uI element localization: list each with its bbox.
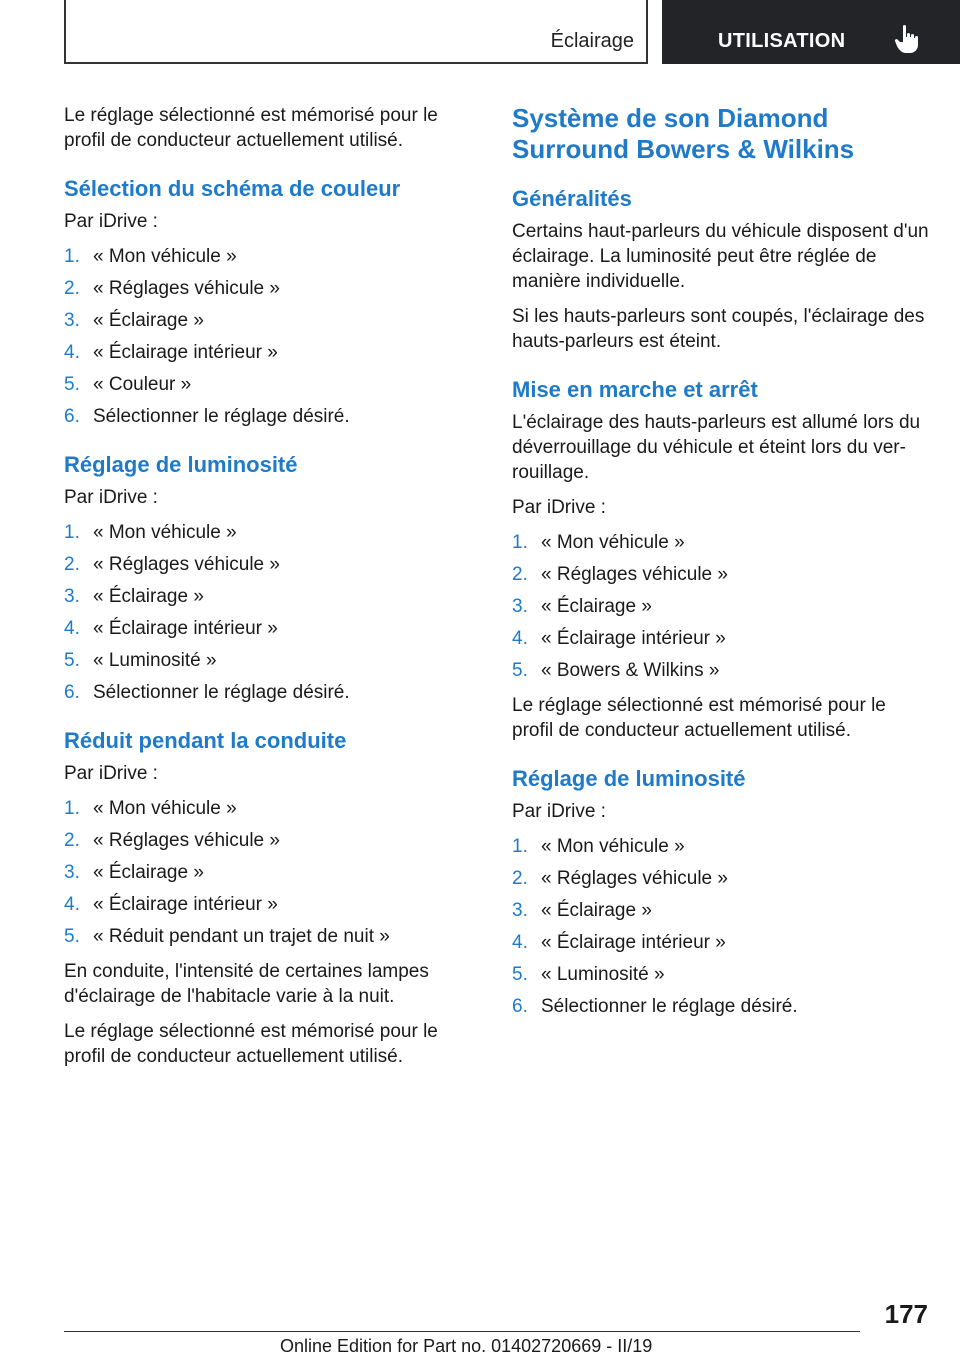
step-number: 1. [64,246,80,267]
list-item [512,994,932,1019]
idrive-lead: Par iDrive : [512,801,606,822]
step-number: 2. [512,868,528,889]
step-number: 6. [64,406,80,427]
step-number: 2. [64,278,80,299]
step-text: « Mon véhicule » [541,532,685,553]
step-text: « Éclairage intérieur » [93,342,278,363]
step-text: « Éclairage » [93,862,204,883]
step-number: 1. [64,798,80,819]
left-column [64,103,444,1079]
list-item [512,562,932,587]
step-text: « Éclairage » [93,586,204,607]
step-text: « Mon véhicule » [93,246,237,267]
step-number: 4. [64,342,80,363]
step-text: Sélectionner le réglage désiré. [93,406,350,427]
list-item [512,930,932,955]
step-number: 5. [64,374,80,395]
step-text: « Bowers & Wilkins » [541,660,720,681]
step-number: 2. [64,554,80,575]
right-column [512,103,932,1029]
page-number: 177 [884,1299,928,1329]
list-item [64,860,444,885]
list-item [512,866,932,891]
body-paragraph: L'éclairage des hauts-parleurs est allumé lors du déverrouillage du véhicule et éteint lors du ver‐rouillage. [512,412,921,483]
list-item [64,616,444,641]
section-heading: Réduit pendant la conduite [64,728,347,753]
step-text: « Couleur » [93,374,192,395]
step-number: 6. [64,682,80,703]
intro-paragraph: Le réglage sélectionné est mémorisé pour le profil de conducteur actuellement utilisé. [64,105,438,151]
list-item [64,520,444,545]
list-item [512,898,932,923]
idrive-lead: Par iDrive : [64,487,158,508]
step-text: « Éclairage intérieur » [541,932,726,953]
idrive-lead: Par iDrive : [512,497,606,518]
list-item [64,648,444,673]
step-text: « Éclairage » [93,310,204,331]
chapter-title: Éclairage [550,30,634,52]
section-heading: Mise en marche et arrêt [512,377,758,402]
step-number: 2. [512,564,528,585]
step-number: 4. [64,894,80,915]
step-number: 3. [64,862,80,883]
list-item [512,530,932,555]
body-paragraph: Le réglage sélectionné est mémorisé pour le profil de conducteur actuellement utilisé. [512,695,886,741]
header-section-box [662,0,960,64]
step-text: « Réglages véhicule » [541,564,728,585]
list-item [512,962,932,987]
step-number: 1. [512,532,528,553]
step-text: Sélectionner le réglage désiré. [541,996,798,1017]
body-paragraph: Certains haut-parleurs du véhicule disposent d'un éclairage. La luminosité peut être réglée de manière individuelle. [512,221,929,292]
list-item [512,626,932,651]
step-text: « Éclairage intérieur » [541,628,726,649]
step-text: « Éclairage » [541,900,652,921]
list-item [512,594,932,619]
step-number: 3. [512,900,528,921]
step-text: Sélectionner le réglage désiré. [93,682,350,703]
list-item [64,372,444,397]
list-item [64,340,444,365]
step-number: 1. [512,836,528,857]
chapter-heading: Système de son Diamond Surround Bowers & Wilkins [512,103,855,164]
idrive-lead: Par iDrive : [64,211,158,232]
step-number: 3. [512,596,528,617]
step-list [512,530,932,683]
step-text: « Mon véhicule » [541,836,685,857]
list-item [64,276,444,301]
step-number: 5. [512,660,528,681]
list-item [64,924,444,949]
list-item [64,796,444,821]
step-number: 4. [512,628,528,649]
step-text: « Réglages véhicule » [93,554,280,575]
step-number: 5. [512,964,528,985]
list-item [512,834,932,859]
step-list [64,244,444,429]
section-title: UTILISATION [718,30,846,52]
body-paragraph: Si les hauts-parleurs sont coupés, l'éclairage des hauts-parleurs est éteint. [512,306,925,352]
step-text: « Réglages véhicule » [541,868,728,889]
list-item [64,244,444,269]
step-text: « Éclairage » [541,596,652,617]
section-heading: Réglage de luminosité [512,766,746,791]
step-number: 5. [64,650,80,671]
edition-note: Online Edition for Part no. 01402720669 - II/19 [280,1336,653,1356]
list-item [64,308,444,333]
step-number: 4. [512,932,528,953]
list-item [64,404,444,429]
step-text: « Luminosité » [541,964,665,985]
step-number: 2. [64,830,80,851]
step-list [64,796,444,949]
step-number: 5. [64,926,80,947]
section-heading: Généralités [512,186,632,211]
step-text: « Luminosité » [93,650,217,671]
step-text: « Réglages véhicule » [93,830,280,851]
body-paragraph: Le réglage sélectionné est mémorisé pour le profil de conducteur actuellement utilisé. [64,1021,438,1067]
idrive-lead: Par iDrive : [64,763,158,784]
step-text: « Éclairage intérieur » [93,618,278,639]
list-item [512,658,932,683]
step-text: « Réglages véhicule » [93,278,280,299]
step-text: « Éclairage intérieur » [93,894,278,915]
step-number: 6. [512,996,528,1017]
section-heading: Réglage de luminosité [64,452,298,477]
list-item [64,552,444,577]
pointing-hand-icon [894,24,920,54]
step-list [64,520,444,705]
section-heading: Sélection du schéma de couleur [64,176,401,201]
list-item [64,828,444,853]
header-title-box [64,0,648,64]
body-paragraph: En conduite, l'intensité de certaines lampes d'éclairage de l'habitacle varie à la nuit. [64,961,429,1007]
list-item [64,680,444,705]
step-text: « Mon véhicule » [93,522,237,543]
step-number: 3. [64,586,80,607]
step-list [512,834,932,1019]
step-number: 3. [64,310,80,331]
list-item [64,584,444,609]
step-number: 4. [64,618,80,639]
step-number: 1. [64,522,80,543]
list-item [64,892,444,917]
footer-divider [64,1331,860,1332]
step-text: « Réduit pendant un trajet de nuit » [93,926,390,947]
step-text: « Mon véhicule » [93,798,237,819]
